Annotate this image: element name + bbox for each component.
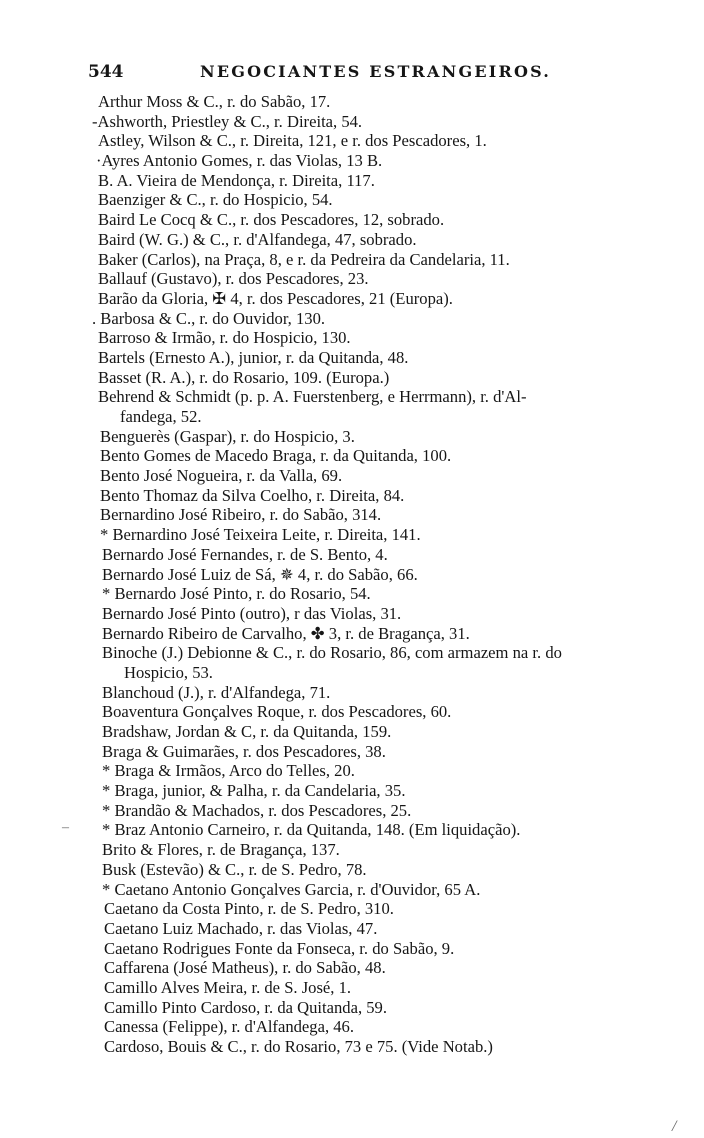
- merchant-entry: * Caetano Antonio Gonçalves Garcia, r. d'Ouvidor, 65 A.: [102, 879, 481, 899]
- merchant-entry: Bento Gomes de Macedo Braga, r. da Quitanda, 100.: [100, 446, 452, 466]
- merchant-entry: Brito & Flores, r. de Bragança, 137.: [102, 840, 340, 860]
- merchant-entry: Bernardo José Pinto (outro), r das Violas, 31.: [102, 603, 402, 623]
- merchant-entry: Behrend & Schmidt (p. p. A. Fuerstenberg, e Herrmann), r. d'Al-: [98, 387, 527, 407]
- merchant-entry: ·Ayres Antonio Gomes, r. das Violas, 13 B.: [96, 151, 383, 171]
- merchant-entry: Baker (Carlos), na Praça, 8, e r. da Pedreira da Candelaria, 11.: [98, 249, 510, 269]
- merchant-entry: Camillo Pinto Cardoso, r. da Quitanda, 59.: [104, 997, 387, 1017]
- merchant-entry: Bernardo Ribeiro de Carvalho, ✤ 3, r. de Bragança, 31.: [102, 623, 470, 643]
- merchant-entry: Baird (W. G.) & C., r. d'Alfandega, 47, sobrado.: [98, 229, 417, 249]
- merchant-entry: Bento José Nogueira, r. da Valla, 69.: [100, 466, 343, 486]
- merchant-entry: Bernardino José Ribeiro, r. do Sabão, 314.: [100, 505, 382, 525]
- merchant-entry: Bernardo José Luiz de Sá, ✵ 4, r. do Sabão, 66.: [102, 564, 418, 584]
- merchant-entry: B. A. Vieira de Mendonça, r. Direita, 117.: [98, 170, 375, 190]
- merchant-entry: * Braz Antonio Carneiro, r. da Quitanda, 148. (Em liquidação).: [102, 820, 521, 840]
- running-head: NEGOCIANTES ESTRANGEIROS.: [200, 62, 552, 81]
- merchant-entry: Baird Le Cocq & C., r. dos Pescadores, 12, sobrado.: [98, 210, 445, 230]
- margin-mark: –: [62, 820, 69, 835]
- merchant-entry: Barão da Gloria, ✠ 4, r. dos Pescadores, 21 (Europa).: [98, 288, 453, 308]
- merchant-entry: . Barbosa & C., r. do Ouvidor, 130.: [92, 308, 326, 328]
- merchant-entry: Bartels (Ernesto A.), junior, r. da Quitanda, 48.: [98, 347, 409, 367]
- merchant-entry: Caetano Luiz Machado, r. das Violas, 47.: [104, 918, 378, 938]
- merchant-entry: Canessa (Felippe), r. d'Alfandega, 46.: [104, 1017, 354, 1037]
- merchant-entry: Caetano Rodrigues Fonte da Fonseca, r. do Sabão, 9.: [104, 938, 455, 958]
- merchant-entry: Camillo Alves Meira, r. de S. José, 1.: [104, 977, 352, 997]
- merchant-entry: Binoche (J.) Debionne & C., r. do Rosario, 86, com armazem na r. do: [102, 643, 562, 663]
- merchant-list: [92, 92, 677, 1057]
- merchant-entry: -Ashworth, Priestley & C., r. Direita, 54.: [92, 111, 363, 131]
- merchant-entry: Caetano da Costa Pinto, r. de S. Pedro, 310.: [104, 899, 394, 919]
- margin-mark: /: [672, 1118, 677, 1135]
- merchant-entry: Bernardo José Fernandes, r. de S. Bento, 4.: [102, 544, 388, 564]
- merchant-entry: Braga & Guimarães, r. dos Pescadores, 38.: [102, 741, 386, 761]
- merchant-entry: * Bernardino José Teixeira Leite, r. Direita, 141.: [100, 525, 421, 545]
- merchant-entry: Astley, Wilson & C., r. Direita, 121, e r. dos Pescadores, 1.: [98, 131, 487, 151]
- page-header: [88, 62, 648, 84]
- merchant-entry: Boaventura Gonçalves Roque, r. dos Pescadores, 60.: [102, 702, 452, 722]
- entry-continuation: Hospicio, 53.: [124, 662, 213, 682]
- merchant-entry: * Bernardo José Pinto, r. do Rosario, 54.: [102, 584, 371, 604]
- merchant-entry: Barroso & Irmão, r. do Hospicio, 130.: [98, 328, 351, 348]
- merchant-entry: Busk (Estevão) & C., r. de S. Pedro, 78.: [102, 859, 367, 879]
- page-number: 544: [88, 62, 124, 82]
- merchant-entry: Blanchoud (J.), r. d'Alfandega, 71.: [102, 682, 331, 702]
- merchant-entry: Basset (R. A.), r. do Rosario, 109. (Europa.): [98, 367, 390, 387]
- merchant-entry: Baenziger & C., r. do Hospicio, 54.: [98, 190, 333, 210]
- merchant-entry: * Brandão & Machados, r. dos Pescadores, 25.: [102, 800, 412, 820]
- merchant-entry: Cardoso, Bouis & C., r. do Rosario, 73 e 75. (Vide Notab.): [104, 1037, 493, 1056]
- merchant-entry: * Braga & Irmãos, Arco do Telles, 20.: [102, 761, 355, 781]
- merchant-entry: Bradshaw, Jordan & C, r. da Quitanda, 159.: [102, 722, 392, 741]
- merchant-entry: * Braga, junior, & Palha, r. da Candelaria, 35.: [102, 781, 406, 801]
- merchant-entry: Caffarena (José Matheus), r. do Sabão, 48.: [104, 958, 386, 978]
- merchant-entry: Arthur Moss & C., r. do Sabão, 17.: [98, 92, 331, 111]
- entry-continuation: fandega, 52.: [120, 407, 202, 426]
- merchant-entry: Bento Thomaz da Silva Coelho, r. Direita, 84.: [100, 485, 405, 505]
- merchant-entry: Ballauf (Gustavo), r. dos Pescadores, 23.: [98, 269, 369, 289]
- merchant-entry: Benguerès (Gaspar), r. do Hospicio, 3.: [100, 426, 355, 446]
